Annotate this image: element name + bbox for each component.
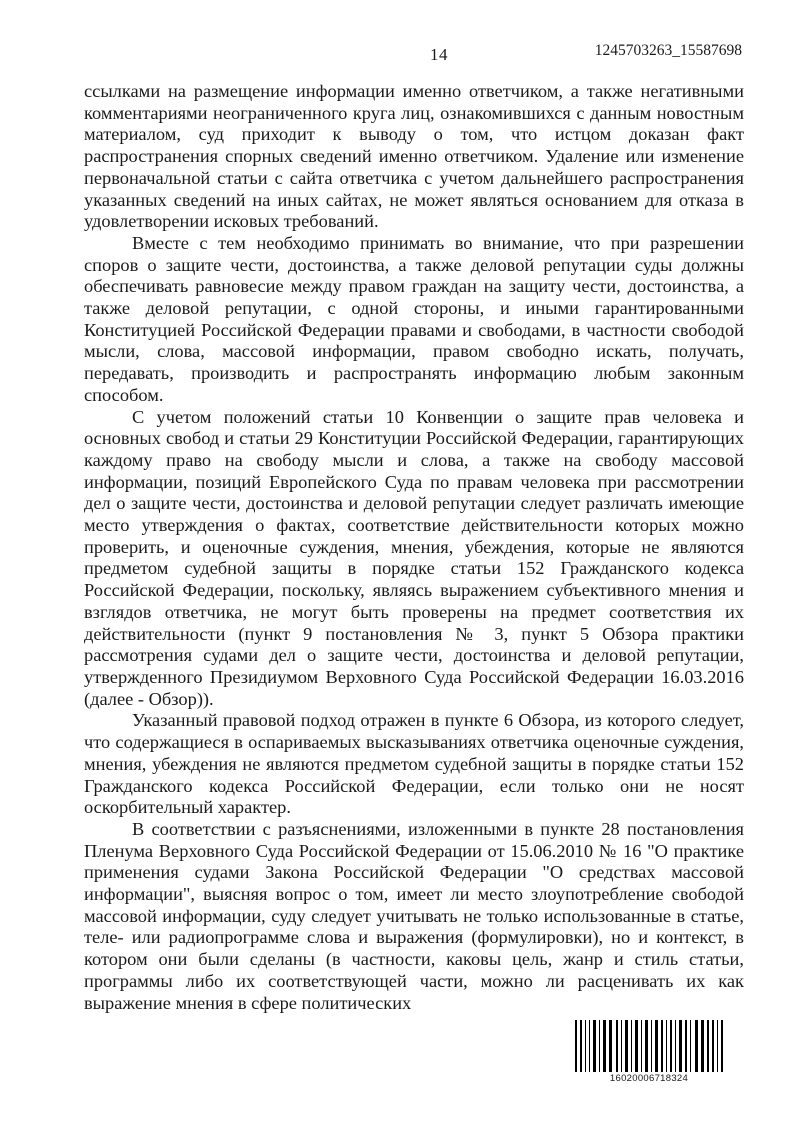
barcode-bar <box>585 1020 586 1072</box>
barcode-bar <box>670 1020 672 1072</box>
barcode-bar <box>651 1020 652 1072</box>
paragraph-5: В соответствии с разъяснениями, изложенными в пункте 28 постановления Пленума Верховного Суда Российской Федерации от 15.06.2010 № 16 "О практике применения судами Закона Российской Федерации "О средствах массовой информации", выясняя вопрос о том, имеет ли место злоупотребление свободой массовой информации, суду следует учитывать не только использованные в статье, теле- или радиопрограмме слова и выражения (формулировки), но и контекст, в котором они были сделаны (в частности, каковы цель, жанр и стиль статьи, программы либо их соответствующей части, можно ли расценивать их как выражение мнения в сфере политических <box>84 818 744 1013</box>
barcode-bar <box>695 1020 698 1072</box>
barcode-bar <box>645 1020 648 1072</box>
barcode-number: 16020006718324 <box>609 1073 689 1084</box>
barcode-bar <box>707 1020 709 1072</box>
page-header <box>0 42 800 64</box>
paragraph-2: Вместе с тем необходимо принимать во внимание, что при разрешении споров о защите чести, достоинства, а также деловой репутации суды должны обеспечивать равновесие между правом граждан на защиту чести, достоинства, а также деловой репутации, с одной стороны, и иными гарантированными Конституцией Российской Федерации правами и свободами, в частности свободой мысли, слова, массовой информации, правом свободно искать, получать, передавать, производить и распространять информацию любым законным способом. <box>84 232 744 405</box>
paragraph-4: Указанный правовой подход отражен в пункте 6 Обзора, из которого следует, что содержащиеся в оспариваемых высказываниях ответчика оценочные суждения, мнения, убеждения не являются предметом судебной защиты в порядке статьи 152 Гражданского кодекса Российской Федерации, если только они не носят оскорбительный характер. <box>84 710 744 818</box>
barcode-bar <box>603 1020 606 1072</box>
barcode-bar <box>609 1020 612 1072</box>
barcode-bar <box>685 1020 687 1072</box>
barcode-bar <box>717 1020 718 1072</box>
paragraph-1: ссылками на размещение информации именно ответчиком, а также негативными комментариями неограниченного круга лиц, ознакомившихся с данным новостным материалом, суд приходит к выводу о том, что истцом доказан факт распространения спорных сведений именно ответчиком. Удаление или изменение первоначальной статьи с сайта ответчика с учетом дальнейшего распространения указанных сведений на иных сайтах, не может являться основанием для отказа в удовлетворении исковых требований. <box>84 81 744 232</box>
barcode-bar <box>575 1020 577 1072</box>
barcode-bar <box>641 1020 642 1072</box>
barcode-bar <box>635 1020 638 1072</box>
barcode <box>575 1020 723 1084</box>
barcode-bar <box>712 1020 714 1072</box>
document-id: 1245703263_15587698 <box>594 42 742 59</box>
document-body <box>84 81 744 1014</box>
paragraph-3: С учетом положений статьи 10 Конвенции о защите прав человека и основных свобод и статьи 29 Конституции Российской Федерации, гарантирующих каждому право на свободу мысли и слова, а также на свободу массовой информации, позиций Европейского Суда по правам человека при рассмотрении дел о защите чести, достоинства и деловой репутации следует различать имеющие место утверждения о фактах, соответствие действительности которых можно проверить, и оценочные суждения, мнения, убеждения, которые не являются предметом судебной защиты в порядке статьи 152 Гражданского кодекса Российской Федерации, поскольку, являясь выражением субъективного мнения и взглядов ответчика, не могут быть проверены на предмет соответствия их действительности (пункт 9 постановления № 3, пункт 5 Обзора практики рассмотрения судами дел о защите чести, достоинства и деловой репутации, утвержденного Президиумом Верховного Суда Российской Федерации 16.03.2016 (далее - Обзор)). <box>84 406 744 709</box>
barcode-bar <box>625 1020 628 1072</box>
barcode-bar <box>701 1020 704 1072</box>
barcode-bar <box>661 1020 663 1072</box>
barcode-bar <box>721 1020 723 1072</box>
page-number: 14 <box>430 45 448 64</box>
barcode-bar <box>616 1020 618 1072</box>
barcode-bar <box>621 1020 622 1072</box>
barcode-bar <box>675 1020 676 1072</box>
barcode-bar <box>655 1020 658 1072</box>
barcode-bar <box>599 1020 600 1072</box>
barcode-bar <box>589 1020 590 1072</box>
barcode-bar <box>593 1020 596 1072</box>
barcode-bar <box>690 1020 691 1072</box>
barcode-bar <box>679 1020 682 1072</box>
barcode-bar <box>631 1020 632 1072</box>
barcode-bar <box>666 1020 667 1072</box>
barcode-bars <box>575 1020 723 1072</box>
barcode-bar <box>580 1020 582 1072</box>
